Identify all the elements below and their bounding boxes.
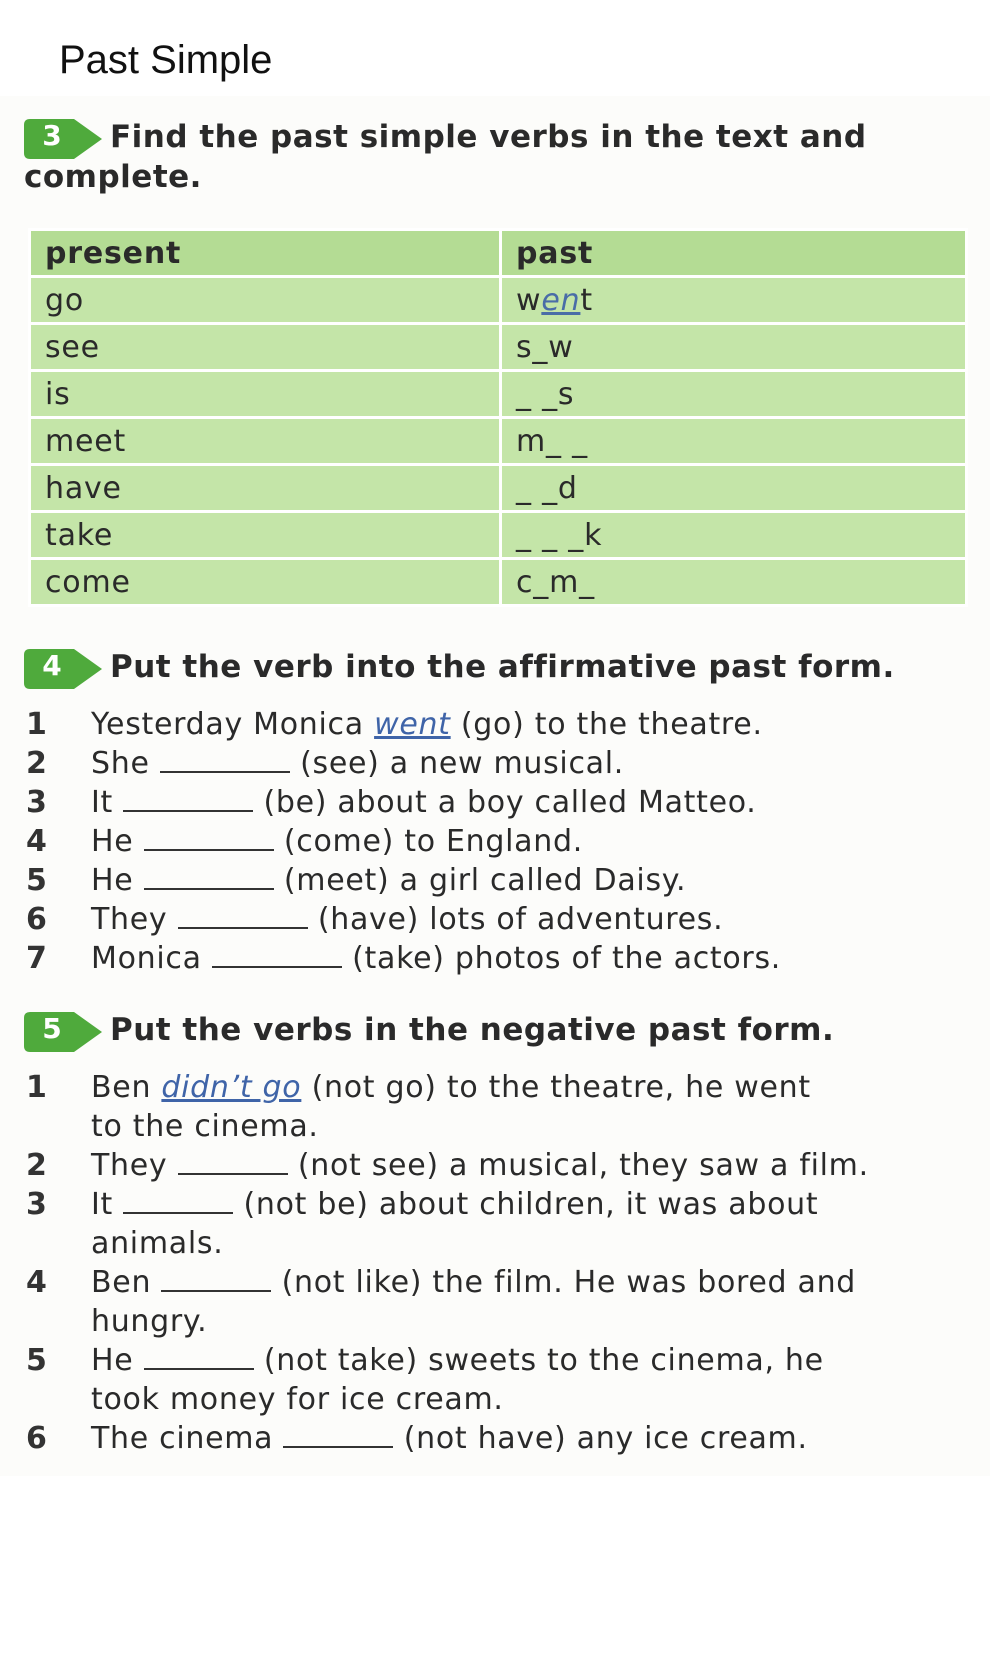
item-number: 6 [26,1421,48,1456]
item-number: 1 [26,707,48,742]
item-text: He [91,863,144,898]
present-cell: meet [30,418,501,465]
exercise-5-number: 5 [42,1012,62,1045]
answer-blank[interactable] [161,1264,271,1292]
exercise-5-list [26,1068,971,1458]
exercise-3-number: 3 [42,119,62,152]
answer-blank[interactable] [212,940,342,968]
item-text: (be) about a boy called Matteo. [253,785,757,820]
verb-row [30,418,967,465]
past-cell[interactable]: _ _ _k [501,512,967,559]
exercise-4-header [24,645,895,693]
list-item [26,1341,971,1419]
past-letter: w [516,282,542,318]
list-item [26,1185,971,1263]
item-number: 4 [26,824,48,859]
exercise-4-list [26,705,971,978]
answer-blank[interactable] [144,862,274,890]
past-cell[interactable]: m_ _ [501,418,967,465]
item-number: 2 [26,1148,48,1183]
item-number: 6 [26,902,48,937]
item-text: (see) a new musical. [289,746,624,781]
item-text: The cinema [91,1421,284,1456]
item-number: 3 [26,1187,48,1222]
verb-row [30,465,967,512]
past-cell[interactable]: _ _s [501,371,967,418]
item-text: Monica [91,941,212,976]
item-text: (not take) sweets to the cinema, he [253,1343,824,1378]
exercise-5-header [24,1008,834,1056]
verb-row [30,559,967,606]
item-text: (go) to the theatre. [450,707,763,742]
item-text: Ben [91,1265,162,1300]
past-hint: en [541,282,581,318]
verb-row [30,512,967,559]
item-number: 2 [26,746,48,781]
list-item [26,783,971,822]
answer-blank[interactable] [144,1342,254,1370]
item-text: (come) to England. [273,824,583,859]
item-number: 5 [26,863,48,898]
list-item [26,1263,971,1341]
verb-row [30,371,967,418]
exercise-3-title-line1: Find the past simple verbs in the text and [110,119,867,155]
item-text: (not like) the film. He was bored and [271,1265,857,1300]
exercise-5-badge [24,1008,104,1056]
item-text: (not have) any ice cream. [393,1421,808,1456]
item-text: They [91,1148,178,1183]
past-cell[interactable]: c_m_ [501,559,967,606]
item-text: to the cinema. [91,1109,319,1144]
page-title: Past Simple [59,38,273,82]
item-number: 4 [26,1265,48,1300]
present-cell: is [30,371,501,418]
item-text: hungry. [91,1304,208,1339]
answer-blank[interactable] [123,1186,233,1214]
list-item [26,861,971,900]
item-text: It [91,1187,124,1222]
list-item [26,1146,971,1185]
exercise-4-number: 4 [42,649,62,682]
item-text: She [91,746,160,781]
item-number: 1 [26,1070,48,1105]
past-letter: t [580,282,593,318]
past-cell[interactable] [501,277,967,324]
exercise-3-title-line2: complete. [24,159,202,195]
item-text: He [91,824,144,859]
list-item [26,900,971,939]
item-text: (not go) to the theatre, he went [301,1070,811,1105]
item-text: They [91,902,178,937]
answer-blank[interactable] [283,1420,393,1448]
item-text: He [91,1343,144,1378]
list-item [26,939,971,978]
exercise-5-title: Put the verbs in the negative past form. [110,1012,835,1048]
header-past: past [501,230,967,277]
item-text: animals. [91,1226,224,1261]
list-item [26,1419,971,1458]
past-cell[interactable]: _ _d [501,465,967,512]
list-item [26,705,971,744]
present-cell: have [30,465,501,512]
item-text: (take) photos of the actors. [341,941,782,976]
list-item [26,822,971,861]
present-cell: go [30,277,501,324]
present-cell: see [30,324,501,371]
list-item [26,1068,971,1146]
item-text: Ben [91,1070,162,1105]
present-cell: take [30,512,501,559]
past-cell[interactable]: s_w [501,324,967,371]
verb-table-header [30,230,967,277]
item-text: (not see) a musical, they saw a film. [287,1148,869,1183]
answer-blank[interactable] [178,1147,288,1175]
exercise-4-title: Put the verb into the affirmative past form. [110,649,895,685]
item-text: (meet) a girl called Daisy. [273,863,687,898]
present-cell: come [30,559,501,606]
verb-row [30,324,967,371]
item-number: 5 [26,1343,48,1378]
verb-table [28,228,968,607]
item-text: Yesterday Monica [91,707,375,742]
answer-blank[interactable] [144,823,274,851]
example-answer: went [374,707,451,742]
verb-row [30,277,967,324]
answer-blank[interactable] [178,901,308,929]
item-text: took money for ice cream. [91,1382,504,1417]
exercise-4-badge [24,645,104,693]
item-number: 3 [26,785,48,820]
header-present: present [30,230,501,277]
example-answer: didn’t go [161,1070,302,1105]
item-text: (have) lots of adventures. [307,902,724,937]
item-number: 7 [26,941,48,976]
answer-blank[interactable] [160,745,290,773]
item-text: (not be) about children, it was about [233,1187,819,1222]
item-text: It [91,785,124,820]
answer-blank[interactable] [123,784,253,812]
list-item [26,744,971,783]
